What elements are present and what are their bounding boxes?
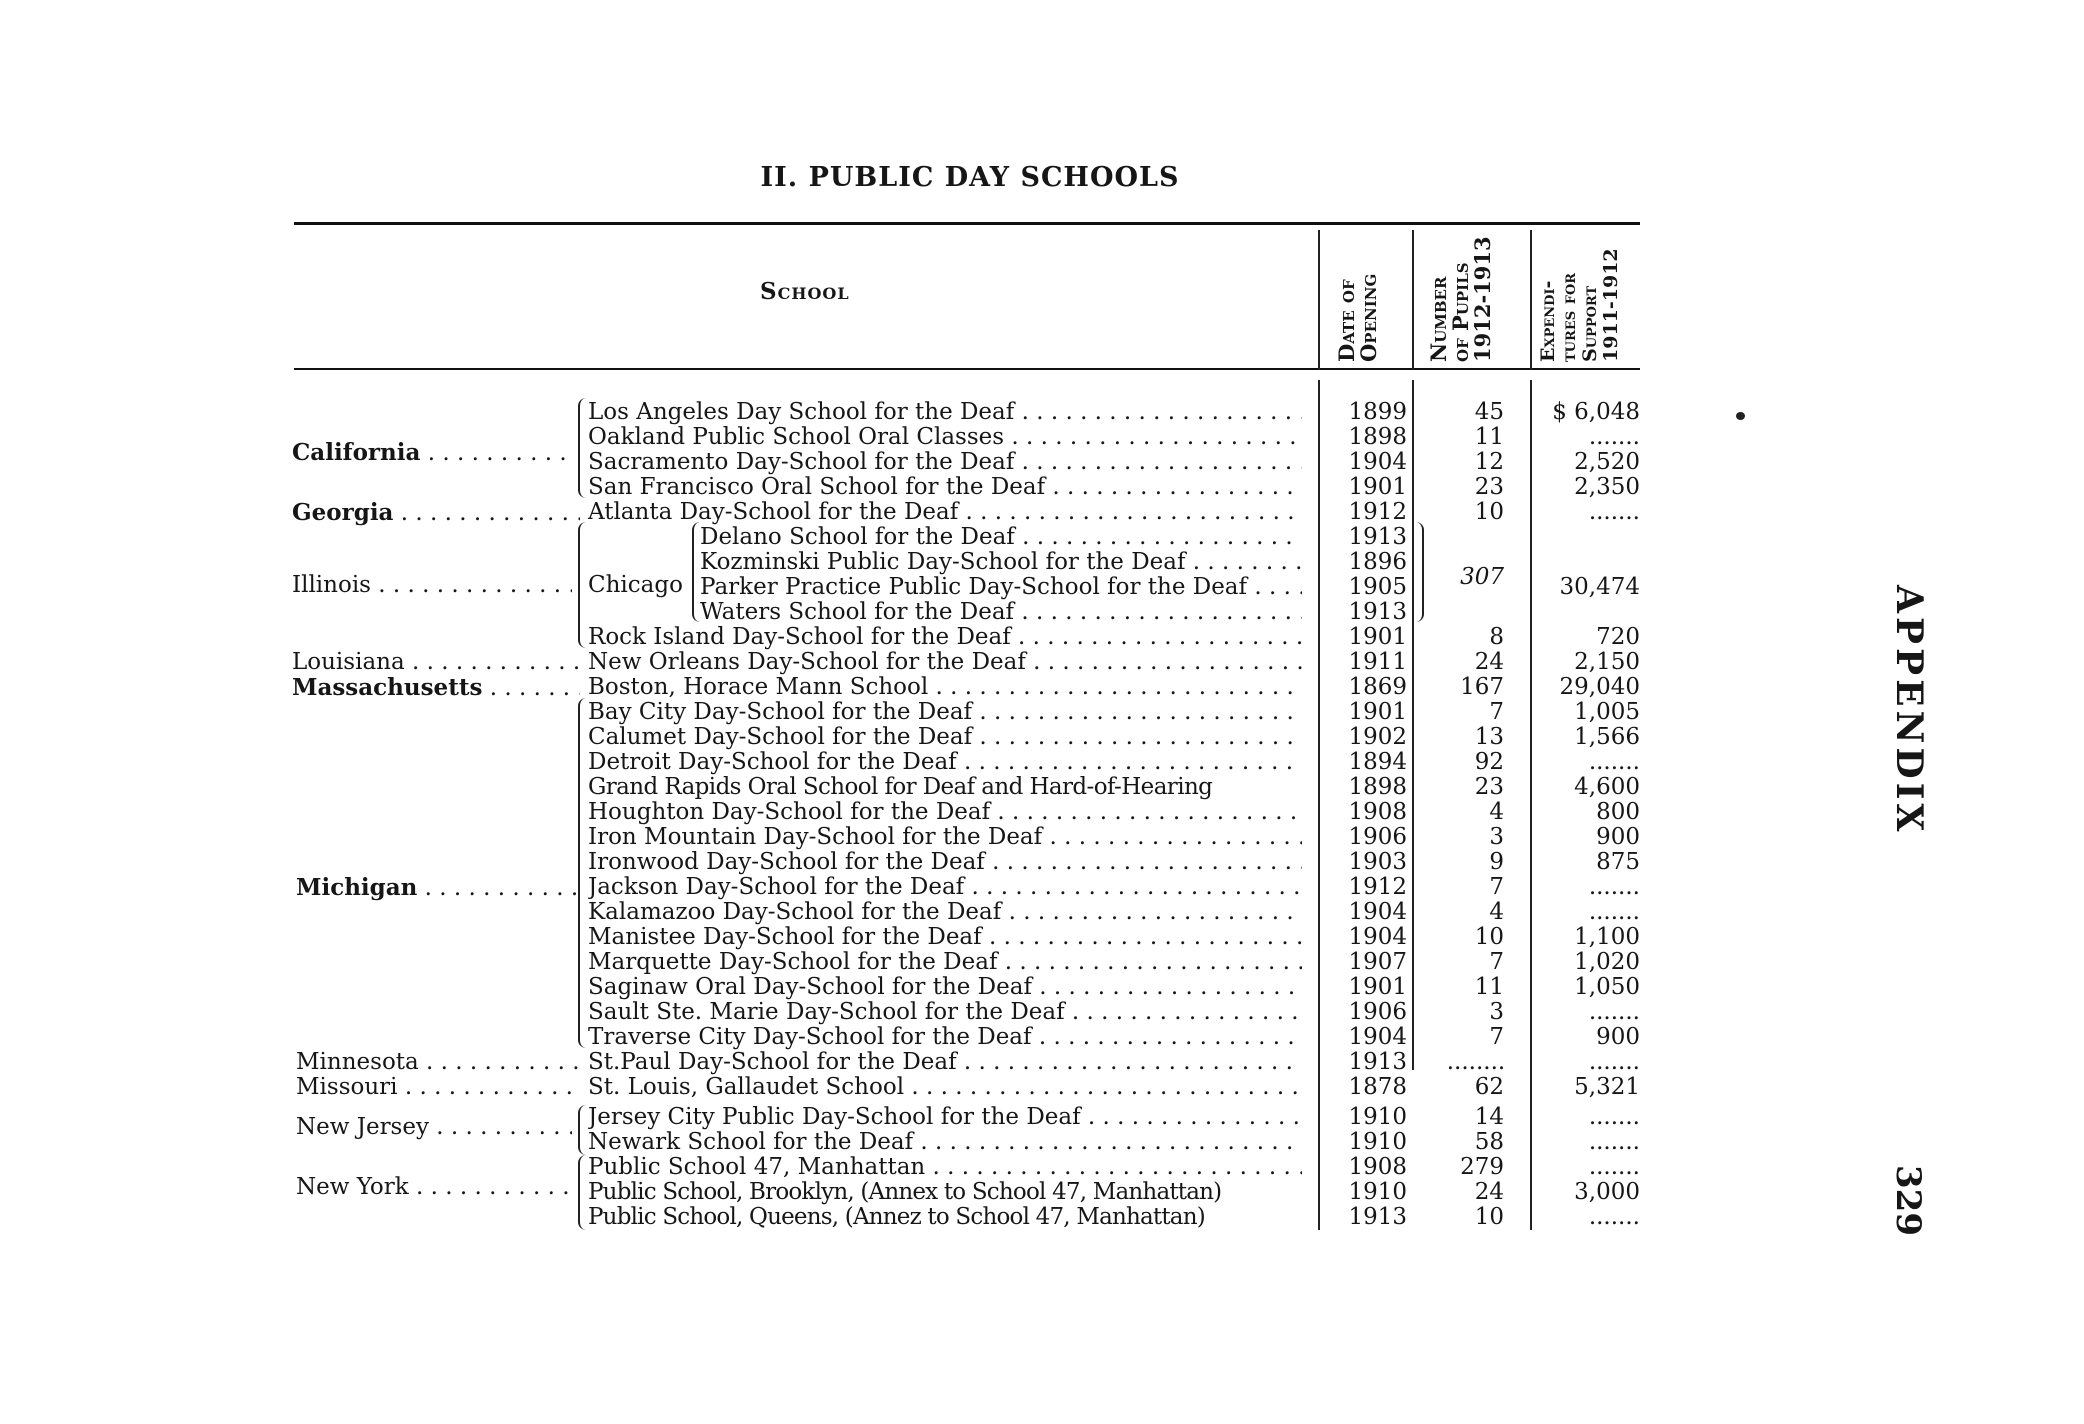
expenditure: ....... [1588,1104,1640,1130]
table-row [0,975,2084,1000]
opening-year: 1906 [1348,824,1407,850]
header-pupils-line3: 1912-1913 [1470,236,1495,362]
school-name: Parker Practice Public Day-School for the Deaf . . . [700,575,1302,600]
state-new-jersey: New Jersey . . . [296,1115,572,1140]
expenditure: ....... [1588,424,1640,450]
school-name: Ironwood Day-School for the Deaf . . . [588,850,1302,875]
school-name: Boston, Horace Mann School . . . [588,675,1302,700]
expenditure: 1,566 [1574,724,1640,750]
expenditure: 1,100 [1574,924,1640,950]
table-row [0,800,2084,825]
table-row [0,850,2084,875]
school-name: Sacramento Day-School for the Deaf . . . [588,450,1302,475]
opening-year: 1907 [1348,949,1407,975]
pupil-count: 3 [1489,999,1504,1025]
opening-year: 1894 [1348,749,1407,775]
opening-year: 1913 [1348,524,1407,550]
header-pupils-line1: Number [1426,276,1451,362]
header-exp-line3: Support [1579,285,1601,362]
state-michigan: Michigan . . . [296,875,576,901]
school-name: Newark School for the Deaf . . . [588,1130,1302,1155]
school-name: Saginaw Oral Day-School for the Deaf . . . [588,975,1302,1000]
school-name: Bay City Day-School for the Deaf . . . [588,700,1302,725]
header-exp-line4: 1911-1912 [1600,248,1622,362]
expenditure: ....... [1588,999,1640,1025]
opening-year: 1904 [1348,924,1407,950]
expenditure: ....... [1588,899,1640,925]
opening-year: 1878 [1348,1074,1407,1100]
pupil-count: 11 [1474,974,1504,1000]
ink-speck [1736,412,1745,420]
table-row [0,400,2084,425]
school-name: Jersey City Public Day-School for the Deaf . . . [588,1105,1302,1130]
expenditure: 720 [1596,624,1640,650]
pupil-count: 8 [1489,624,1504,650]
school-name: Kozminski Public Day-School for the Deaf . . . [700,550,1302,575]
expenditure: $ 6,048 [1552,399,1640,425]
opening-year: 1910 [1348,1104,1407,1130]
column-divider [1318,230,1320,370]
table-row [0,564,2084,600]
pupil-count: 3 [1489,824,1504,850]
state-new-york: New York . . . [296,1175,572,1200]
pupil-count: 13 [1474,724,1504,750]
school-name: Sault Ste. Marie Day-School for the Deaf . . . [588,1000,1302,1025]
table-row [0,725,2084,750]
opening-year: 1908 [1348,1154,1407,1180]
table-row [0,750,2084,775]
pupil-count: 12 [1474,449,1504,475]
pupil-count: 7 [1489,874,1504,900]
school-name: Public School, Queens, (Annez to School 47, Manhattan) [588,1205,1205,1230]
state-minnesota: Minnesota . . . [296,1050,580,1075]
table-row [0,1050,2084,1075]
expenditure: 5,321 [1574,1074,1640,1100]
pupil-count: 58 [1474,1129,1504,1155]
table-row [0,875,2084,900]
school-name: Traverse City Day-School for the Deaf . . . [588,1025,1302,1050]
opening-year: 1911 [1348,649,1407,675]
table-row [0,475,2084,500]
column-divider [1530,230,1532,370]
opening-year: 1898 [1348,424,1407,450]
expenditure: 29,040 [1559,674,1640,700]
expenditure: ....... [1588,874,1640,900]
expenditure: 875 [1596,849,1640,875]
state-massachusetts: Massachusetts . . . [292,675,580,701]
opening-year: 1898 [1348,774,1407,800]
pupil-count: 11 [1474,424,1504,450]
opening-year: 1913 [1348,599,1407,625]
header-school: School [760,278,850,305]
top-rule [294,222,1640,225]
table-row [0,700,2084,725]
school-name: Delano School for the Deaf . . . [700,525,1302,550]
opening-year: 1910 [1348,1179,1407,1205]
pupil-count: 23 [1474,774,1504,800]
pupil-count: 4 [1489,799,1504,825]
table-row [0,675,2084,700]
pupil-count: 279 [1460,1154,1504,1180]
opening-year: 1910 [1348,1129,1407,1155]
school-name: New Orleans Day-School for the Deaf . . . [588,650,1302,675]
school-name: Grand Rapids Oral School for Deaf and Hard-of-Hearing [588,775,1213,800]
table-row [0,450,2084,475]
table-row [0,550,2084,575]
school-name: St.Paul Day-School for the Deaf . . . [588,1050,1302,1075]
table-row [0,1025,2084,1050]
opening-year: 1899 [1348,399,1407,425]
expenditure: 4,600 [1574,774,1640,800]
opening-year: 1869 [1348,674,1407,700]
expenditure: ....... [1588,749,1640,775]
school-name: St. Louis, Gallaudet School . . . [588,1075,1302,1100]
table-row [0,1130,2084,1155]
pupil-count: 10 [1474,499,1504,525]
school-name: Iron Mountain Day-School for the Deaf . . . [588,825,1302,850]
expenditure: ....... [1588,1049,1640,1075]
pupil-count: 24 [1474,649,1504,675]
table-row [0,1105,2084,1130]
school-name: Atlanta Day-School for the Deaf . . . [588,500,1302,525]
opening-year: 1903 [1348,849,1407,875]
header-date-line2: Opening [1356,273,1381,362]
table-row [0,650,2084,675]
state-louisiana: Louisiana . . . [292,650,580,675]
school-name: Jackson Day-School for the Deaf . . . [588,875,1302,900]
expenditure: ....... [1588,1129,1640,1155]
opening-year: 1908 [1348,799,1407,825]
expenditure: 1,050 [1574,974,1640,1000]
pupil-count: 24 [1474,1179,1504,1205]
expenditure: 1,020 [1574,949,1640,975]
opening-year: 1904 [1348,449,1407,475]
city-chicago: Chicago [588,572,683,598]
table-row [0,900,2084,925]
pupil-count: 9 [1489,849,1504,875]
pupil-count: 23 [1474,474,1504,500]
school-name: Los Angeles Day School for the Deaf . . . [588,400,1302,425]
pupil-count: 307 [1460,564,1504,590]
expenditure: 3,000 [1574,1179,1640,1205]
pupil-count: 4 [1489,899,1504,925]
school-name: Waters School for the Deaf . . . [700,600,1302,625]
header-date-of-opening [1336,232,1380,362]
table-row [0,1000,2084,1025]
opening-year: 1901 [1348,624,1407,650]
opening-year: 1901 [1348,699,1407,725]
table-row [0,1180,2084,1205]
opening-year: 1912 [1348,874,1407,900]
header-exp-line2: tures for [1558,272,1580,362]
pupil-count: 45 [1474,399,1504,425]
header-exp-line1: Expendi- [1537,280,1559,362]
expenditure: 1,005 [1574,699,1640,725]
page-title: II. PUBLIC DAY SCHOOLS [760,162,1180,193]
header-pupils-line2: of Pupils [1448,262,1473,362]
expenditure: 900 [1596,824,1640,850]
pupil-count: 10 [1474,1204,1504,1230]
table-row [0,1155,2084,1180]
pupil-count: 7 [1489,949,1504,975]
opening-year: 1904 [1348,1024,1407,1050]
school-name: Houghton Day-School for the Deaf . . . [588,800,1302,825]
school-name: Detroit Day-School for the Deaf . . . [588,750,1302,775]
school-name: Kalamazoo Day-School for the Deaf . . . [588,900,1302,925]
pupil-count: 62 [1474,1074,1504,1100]
page-number: 329 [1888,1165,1928,1236]
opening-year: 1902 [1348,724,1407,750]
header-date-line1: Date of [1334,279,1359,362]
expenditure: 800 [1596,799,1640,825]
running-head-appendix: APPENDIX [1888,585,1930,836]
table-row [0,1205,2084,1230]
expenditure: ....... [1588,499,1640,525]
school-name: San Francisco Oral School for the Deaf . . . [588,475,1302,500]
opening-year: 1901 [1348,474,1407,500]
table-row [0,425,2084,450]
column-divider [1412,230,1414,370]
header-rule [294,368,1640,370]
table-row [0,625,2084,650]
expenditure: ....... [1588,1204,1640,1230]
header-number-of-pupils [1428,232,1494,362]
pupil-count: ........ [1446,1049,1506,1075]
table-row [0,600,2084,625]
table-row [0,525,2084,550]
pupil-count: 14 [1474,1104,1504,1130]
opening-year: 1905 [1348,574,1407,600]
expenditure: 30,474 [1559,574,1640,600]
opening-year: 1912 [1348,499,1407,525]
expenditure: 900 [1596,1024,1640,1050]
opening-year: 1901 [1348,974,1407,1000]
pupil-count: 167 [1460,674,1504,700]
school-name: Calumet Day-School for the Deaf . . . [588,725,1302,750]
expenditure: 2,150 [1574,649,1640,675]
state-illinois: Illinois . . . [292,573,572,598]
table-row [0,775,2084,800]
state-missouri: Missouri . . . [296,1075,580,1100]
table-row [0,500,2084,525]
pupil-count: 7 [1489,699,1504,725]
school-name: Manistee Day-School for the Deaf . . . [588,925,1302,950]
table-row [0,1075,2084,1100]
school-name: Public School 47, Manhattan . . . [588,1155,1302,1180]
table-row [0,925,2084,950]
header-expenditures [1538,232,1622,362]
school-name: Public School, Brooklyn, (Annex to School 47, Manhattan) [588,1180,1222,1205]
state-california: California . . . [292,440,572,466]
pupil-count: 92 [1474,749,1504,775]
opening-year: 1913 [1348,1204,1407,1230]
opening-year: 1906 [1348,999,1407,1025]
opening-year: 1896 [1348,549,1407,575]
table-row [0,950,2084,975]
opening-year: 1913 [1348,1049,1407,1075]
school-name: Oakland Public School Oral Classes . . . [588,425,1302,450]
pupil-count: 7 [1489,1024,1504,1050]
table-row [0,825,2084,850]
school-name: Rock Island Day-School for the Deaf . . . [588,625,1302,650]
expenditure: 2,520 [1574,449,1640,475]
pupil-count: 10 [1474,924,1504,950]
state-georgia: Georgia . . . [292,500,580,526]
school-name: Marquette Day-School for the Deaf . . . [588,950,1302,975]
expenditure: 2,350 [1574,474,1640,500]
opening-year: 1904 [1348,899,1407,925]
expenditure: ....... [1588,1154,1640,1180]
